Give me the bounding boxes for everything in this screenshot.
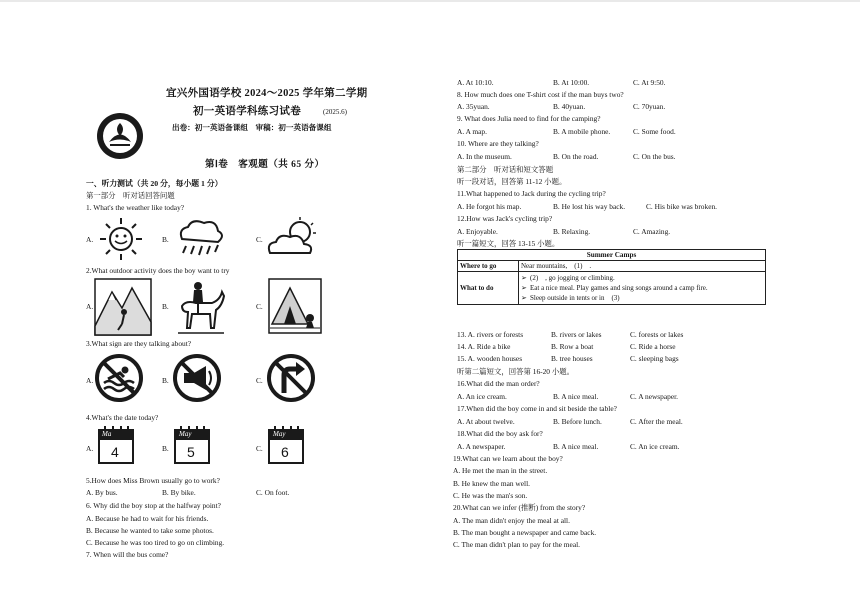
table-row (458, 272, 766, 305)
q5-text: 5.How does Miss Brown usually go to work? (86, 476, 220, 485)
q5-opt-c: C. On foot. (256, 488, 290, 497)
list-item-text: Sleep outside in tents or in (3) (530, 293, 620, 302)
q16-text: 16.What did the man order? (457, 379, 540, 388)
q3-opt-b: B. (162, 376, 169, 385)
q6-opt-c: C. Because he was too tired to go on climbing. (86, 538, 225, 547)
q11-opt-a: A. He forgot his map. (457, 202, 522, 211)
q10-text: 10. Where are they talking? (457, 139, 539, 148)
q2-opt-a: A. (86, 302, 94, 311)
q4-text: 4.What's the date today? (86, 413, 159, 422)
no-swimming-sign-icon (94, 353, 144, 403)
q3-opt-c: C. (256, 376, 263, 385)
q10-opt-c: C. On the bus. (633, 152, 676, 161)
q13-text: 13. A. rivers or forests (457, 330, 524, 339)
school-logo (95, 111, 145, 161)
calendar-b-month: May (179, 430, 192, 438)
q20-opt-b: B. The man bought a newspaper and came back. (453, 528, 597, 537)
q17-text: 17.When did the boy come in and sit beside the table? (457, 404, 617, 413)
q12-opt-b: B. Relaxing. (553, 227, 591, 236)
q8-text: 8. How much does one T-shirt cost if the man buys two? (457, 90, 624, 99)
q19-opt-c: C. He was the man's son. (453, 491, 528, 500)
q8-opt-b: B. 40yuan. (553, 102, 586, 111)
q13-opt-b: B. rivers or lakes (551, 330, 602, 339)
passage2-intro: 听一篇短文，回答 13-15 小题。 (457, 239, 560, 248)
cloudy-sun-icon (264, 215, 322, 261)
no-right-turn-sign-icon (266, 353, 316, 403)
q18-opt-c: C. An ice cream. (630, 442, 680, 451)
q13-opt-c: C. forests or lakes (630, 330, 684, 339)
q1-opt-a: A. (86, 235, 94, 244)
q4-opt-a: A. (86, 444, 94, 453)
passage3-intro: 听第二篇短文，回答第 16-20 小题。 (457, 367, 575, 376)
q3-text: 3.What sign are they talking about? (86, 339, 192, 348)
q14-text: 14. A. Ride a bike (457, 342, 511, 351)
exam-title: 初一英语学科练习试卷 (193, 106, 301, 117)
climbing-picture (94, 278, 152, 336)
passage1-intro: 听一段对话，回答第 11-12 小题。 (457, 177, 567, 186)
subsection2-title: 第二部分 听对话和短文答题 (457, 165, 554, 174)
q20-text: 20.What can we infer (推断) from the story? (453, 503, 586, 512)
calendar-c-day: 6 (281, 444, 289, 460)
setter-line: 出卷：初一英语备课组 审稿：初一英语备课组 (172, 123, 332, 132)
q1-opt-c: C. (256, 235, 263, 244)
scan-edge-top (0, 0, 860, 2)
q3-opt-a: A. (86, 376, 94, 385)
exam-date: (2025.6) (323, 108, 347, 116)
q7-text: 7. When will the bus come? (86, 550, 169, 559)
q4-opt-c: C. (256, 444, 263, 453)
q15-opt-b: B. tree houses (551, 354, 593, 363)
table-row-value-list (519, 272, 766, 305)
q7-opt-c: C. At 9:50. (633, 78, 666, 87)
q1-opt-b: B. (162, 235, 169, 244)
q6-opt-a: A. Because he had to wait for his friends. (86, 514, 209, 523)
part1-title: 第Ⅰ卷 客观题（共 65 分） (205, 160, 325, 170)
q16-opt-c: C. A newspaper. (630, 392, 679, 401)
calendar-c-month: May (273, 430, 286, 438)
q9-text: 9. What does Julia need to find for the camping? (457, 114, 601, 123)
q20-opt-c: C. The man didn't plan to pay for the meal. (453, 540, 581, 549)
list-item (521, 275, 763, 282)
calendar-a-day: 4 (111, 444, 119, 460)
q17-opt-b: B. Before lunch. (553, 417, 602, 426)
q11-text: 11.What happened to Jack during the cycling trip? (457, 189, 606, 198)
table-row-key: Where to go (458, 261, 519, 272)
q15-opt-c: C. sleeping bags (630, 354, 679, 363)
q4-opt-b: B. (162, 444, 169, 453)
calendar-c (266, 425, 306, 465)
q19-opt-b: B. He knew the man well. (453, 479, 530, 488)
table-header-row (458, 250, 766, 261)
q18-text: 18.What did the boy ask for? (457, 429, 543, 438)
q14-opt-c: C. Ride a horse (630, 342, 676, 351)
sunny-icon (95, 215, 153, 261)
q10-opt-a: A. In the museum. (457, 152, 512, 161)
q14-opt-b: B. Row a boat (551, 342, 594, 351)
q11-opt-c: C. His bike was broken. (646, 202, 718, 211)
q7-opt-b: B. At 10:00. (553, 78, 590, 87)
q10-opt-b: B. On the road. (553, 152, 599, 161)
list-item (521, 295, 763, 302)
q1-text: 1. What's the weather like today? (86, 203, 185, 212)
q6-opt-b: B. Because he wanted to take some photos. (86, 526, 214, 535)
horse-riding-picture (176, 278, 226, 336)
q17-opt-c: C. After the meal. (630, 417, 683, 426)
q5-opt-b: B. By bike. (162, 488, 196, 497)
q2-opt-b: B. (162, 302, 169, 311)
summer-camps-table (457, 249, 766, 305)
q2-text: 2.What outdoor activity does the boy want to try (86, 266, 230, 275)
q17-opt-a: A. At about twelve. (457, 417, 515, 426)
q12-opt-a: A. Enjoyable. (457, 227, 498, 236)
arrow-bullet-icon: ➢ (521, 293, 527, 302)
q5-opt-a: A. By bus. (86, 488, 118, 497)
calendar-a (96, 425, 136, 465)
q9-opt-a: A. A map. (457, 127, 487, 136)
list-item (521, 285, 763, 292)
q12-opt-c: C. Amazing. (633, 227, 671, 236)
q7-opt-a: A. At 10:10. (457, 78, 494, 87)
q9-opt-c: C. Some food. (633, 127, 676, 136)
q8-opt-a: A. 35yuan. (457, 102, 490, 111)
camping-picture (268, 278, 322, 334)
q15-text: 15. A. wooden houses (457, 354, 523, 363)
list-item-text: (2) , go jogging or climbing. (530, 273, 615, 282)
arrow-bullet-icon: ➢ (521, 273, 527, 282)
q19-text: 19.What can we learn about the boy? (453, 454, 563, 463)
q19-opt-a: A. He met the man in the street. (453, 466, 548, 475)
q12-text: 12.How was Jack's cycling trip? (457, 214, 553, 223)
q9-opt-b: B. A mobile phone. (553, 127, 611, 136)
q20-opt-a: A. The man didn't enjoy the meal at all. (453, 516, 570, 525)
calendar-a-month: Ma (102, 430, 112, 438)
q16-opt-b: B. A nice meal. (553, 392, 599, 401)
table-title: Summer Camps (458, 250, 766, 261)
q6-text: 6. Why did the boy stop at the halfway point? (86, 501, 221, 510)
q2-opt-c: C. (256, 302, 263, 311)
section1-title: 一、听力测试（共 20 分，每小题 1 分） (86, 179, 223, 188)
q11-opt-b: B. He lost his way back. (553, 202, 626, 211)
list-item-text: Eat a nice meal. Play games and sing songs around a camp fire. (530, 283, 708, 292)
table-row (458, 261, 766, 272)
calendar-b (172, 425, 212, 465)
q8-opt-c: C. 70yuan. (633, 102, 666, 111)
arrow-bullet-icon: ➢ (521, 283, 527, 292)
calendar-b-day: 5 (187, 444, 195, 460)
table-row-key: What to do (458, 272, 519, 305)
q18-opt-b: B. A nice meal. (553, 442, 599, 451)
table-row-value: Near mountains, (1) . (519, 261, 766, 272)
subsection1-title: 第一部分 听对话回答问题 (86, 191, 175, 200)
q16-opt-a: A. An ice cream. (457, 392, 507, 401)
q18-opt-a: A. A newspaper. (457, 442, 506, 451)
no-horn-sign-icon (172, 353, 222, 403)
school-title: 宜兴外国语学校 2024～2025 学年第二学期 (166, 88, 368, 99)
rain-cloud-icon (172, 215, 230, 261)
